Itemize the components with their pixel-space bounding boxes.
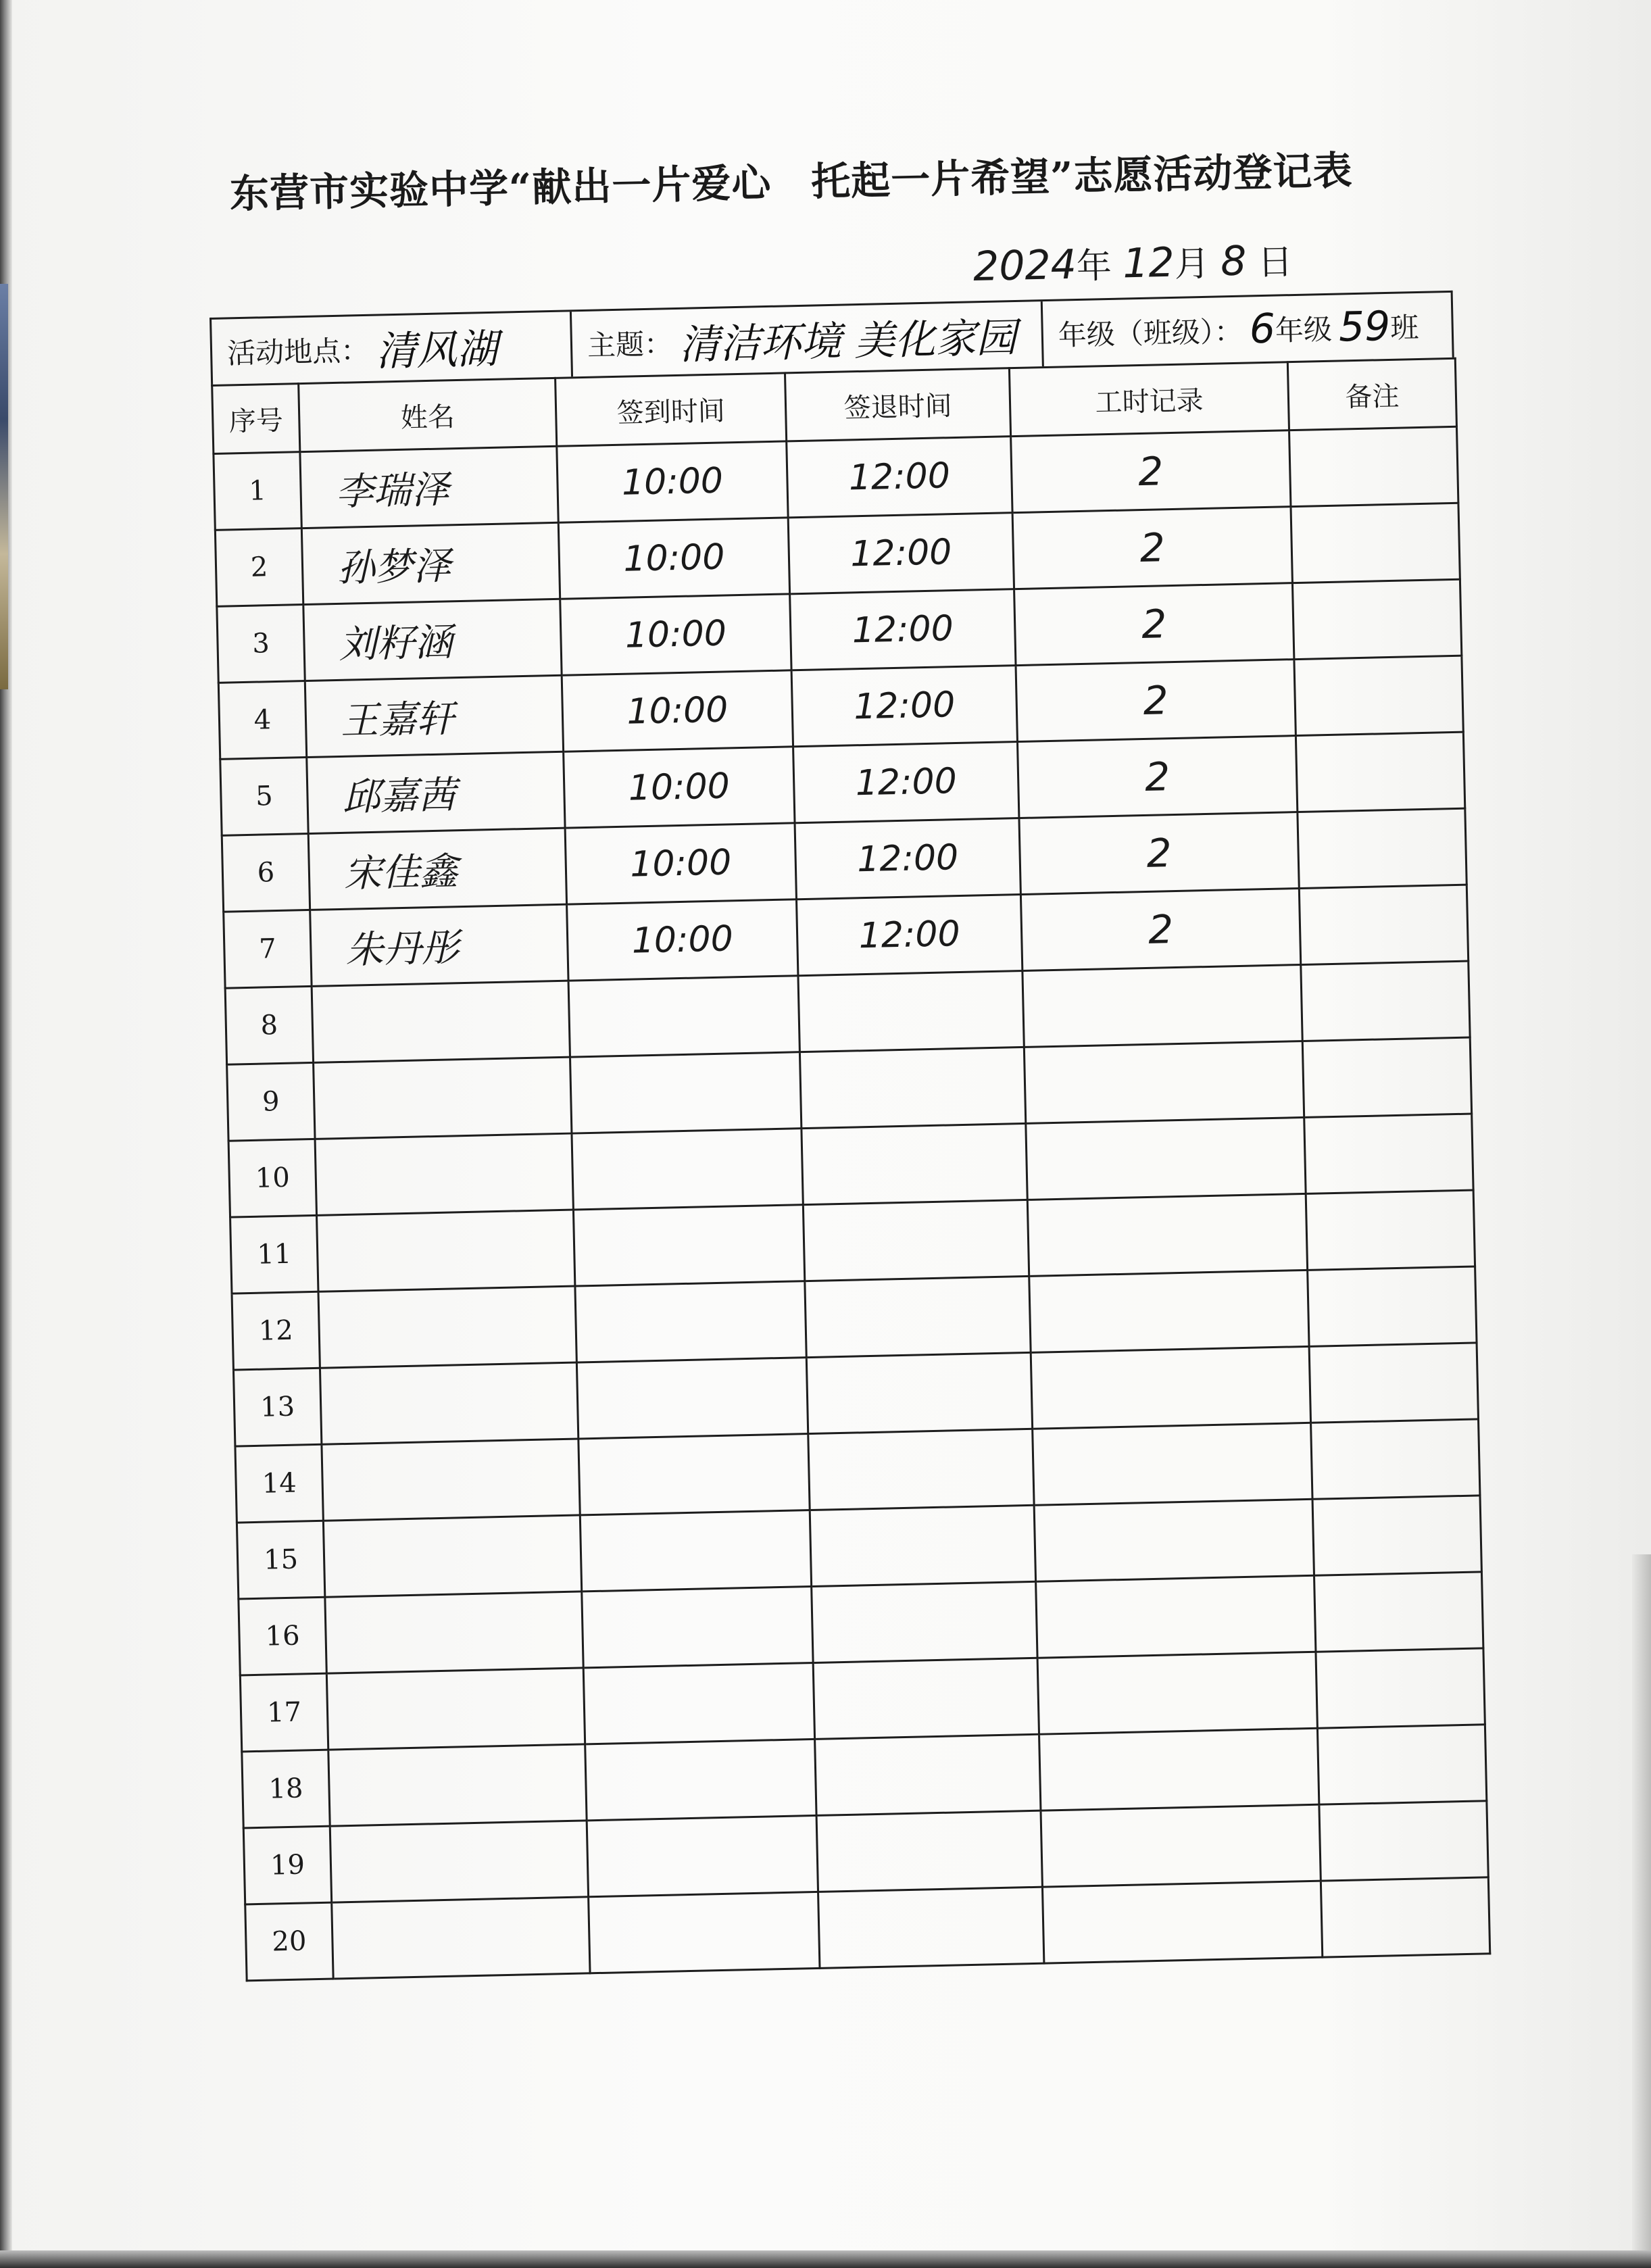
cell-checkin [585,1739,816,1820]
cell-hours: 2 [1019,812,1299,895]
cell-checkout [810,1505,1035,1586]
cell-hours [1022,965,1302,1047]
header-checkout: 签退时间 [785,368,1010,441]
cell-checkout: 12:00 [793,742,1019,823]
cell-note [1308,1266,1477,1346]
cell-name [325,1592,583,1673]
cell-checkin: 10:00 [567,899,798,981]
cell-no: 2 [215,528,303,607]
cell-hours [1033,1423,1312,1505]
cell-note [1299,885,1468,964]
cell-note [1314,1572,1483,1652]
cell-checkout [818,1887,1044,1968]
cell-checkout: 12:00 [791,666,1017,747]
cell-checkout [812,1581,1037,1662]
cell-note [1312,1496,1481,1575]
cell-hours [1042,1881,1322,1963]
cell-hours [1031,1346,1310,1429]
cell-name [330,1821,588,1902]
date-year-suffix: 年 [1076,245,1112,287]
theme-cell [570,301,1042,376]
cell-hours [1027,1193,1307,1276]
cell-name: 朱丹彤 [310,904,568,986]
date-year: 2024 [972,241,1077,291]
cell-checkout: 12:00 [788,513,1014,594]
cell-checkout [802,1123,1027,1204]
cell-hours: 2 [1017,736,1297,818]
cell-hours: 2 [1016,660,1296,742]
cell-no: 7 [224,910,312,988]
cell-checkin [572,1129,803,1210]
header-name: 姓名 [299,378,557,451]
cell-hours [1029,1270,1309,1352]
cell-no: 14 [235,1444,323,1523]
cell-name [332,1897,590,1979]
cell-checkin: 10:00 [557,441,788,522]
cell-checkout: 12:00 [795,818,1020,899]
cell-note [1298,808,1467,888]
cell-checkout [799,1047,1025,1128]
cell-checkin [587,1815,818,1896]
cell-checkin: 10:00 [565,823,796,904]
header-note: 备注 [1287,358,1456,430]
cell-note [1321,1877,1489,1957]
cell-note [1316,1648,1485,1728]
cell-checkin [578,1434,810,1515]
cell-name [323,1515,581,1597]
grade-label: 年级（班级）： [1058,314,1243,352]
cell-name: 李瑞泽 [300,446,558,528]
cell-checkin: 10:00 [564,747,795,828]
cell-no: 9 [227,1062,315,1141]
cell-checkout [803,1200,1029,1281]
grade-cell [1041,293,1452,366]
cell-checkout [813,1658,1039,1739]
cell-checkin [568,976,799,1057]
cell-hours [1041,1804,1321,1887]
cell-checkin [582,1587,813,1668]
cell-no: 4 [218,681,306,760]
cell-checkin [570,1052,801,1133]
cell-no: 8 [225,986,313,1064]
cell-hours [1034,1499,1314,1581]
cell-name [318,1286,576,1368]
cell-name [314,1057,572,1139]
cell-name: 宋佳鑫 [308,828,566,910]
cell-note [1301,961,1470,1041]
cell-no: 1 [214,452,301,531]
cell-note [1319,1801,1488,1881]
class-suffix: 班 [1389,310,1419,345]
date-day: 8 [1220,237,1248,286]
cell-checkin: 10:00 [560,594,791,675]
cell-checkin [573,1205,804,1286]
cell-checkin [575,1281,806,1362]
class-value: 59 [1338,302,1391,351]
location-value: 清风湖 [375,325,498,376]
cell-note [1306,1190,1475,1270]
cell-checkin: 10:00 [562,670,793,751]
cell-no: 18 [242,1750,330,1828]
cell-no: 13 [233,1368,321,1446]
right-scan-edge [1632,1554,1651,2268]
cell-hours: 2 [1014,583,1294,666]
cell-checkout [798,970,1024,1052]
cell-note [1311,1419,1480,1499]
cell-note [1289,426,1458,506]
theme-label: 主题： [587,327,673,362]
cell-checkout [816,1810,1042,1892]
cell-name [326,1668,585,1750]
cell-no: 17 [240,1673,328,1752]
cell-checkin [583,1662,814,1744]
bottom-scan-edge [0,2250,1651,2268]
cell-no: 5 [220,758,308,836]
cell-checkout [815,1734,1041,1815]
cell-checkout: 12:00 [790,589,1016,670]
grade-value: 6 [1248,305,1276,353]
header-no: 序号 [212,384,300,454]
cell-checkout: 12:00 [796,895,1022,976]
cell-name [312,981,570,1062]
cell-checkin [580,1510,811,1592]
cell-hours [1036,1575,1316,1658]
cell-checkout [805,1276,1031,1357]
cell-note [1294,656,1463,735]
cell-no: 20 [245,1902,333,1981]
grade-mid: 年级 [1275,312,1333,347]
cell-name: 孙梦泽 [301,522,560,604]
cell-hours: 2 [1011,430,1291,513]
cell-hours [1039,1728,1319,1810]
cell-hours [1024,1041,1304,1123]
date-day-suffix: 日 [1257,242,1293,284]
left-scan-edge [0,0,12,2268]
cell-name [317,1210,575,1291]
date-month: 12 [1122,239,1175,288]
cell-name: 刘籽涵 [303,599,562,681]
cell-hours [1026,1117,1306,1200]
cell-name [328,1744,587,1826]
cell-no: 10 [228,1139,316,1217]
cell-name [320,1362,578,1444]
cell-name [322,1439,580,1521]
cell-hours: 2 [1020,889,1300,971]
cell-note [1296,732,1464,812]
cell-no: 3 [217,605,305,683]
location-label: 活动地点： [226,333,370,370]
cell-note [1317,1725,1486,1804]
header-checkin: 签到时间 [556,373,787,446]
cell-checkout [808,1429,1034,1510]
theme-value: 清洁环境 美化家园 [679,314,1017,369]
date-month-suffix: 月 [1174,243,1210,285]
location-cell [212,312,571,385]
cell-note [1292,579,1461,659]
form-title: 东营市实验中学“献出一片爱心 托起一片希望”志愿活动登记表 [229,147,1354,217]
cell-note [1304,1114,1473,1193]
form-date [972,233,1293,291]
cell-checkin [589,1892,820,1973]
cell-no: 6 [222,833,310,912]
volunteer-table [211,358,1491,1982]
cell-note [1309,1343,1478,1423]
cell-no: 12 [232,1291,320,1370]
left-edge-shadow [0,284,8,689]
header-hours: 工时记录 [1009,362,1289,437]
cell-name [315,1133,573,1215]
cell-checkin [576,1358,808,1439]
cell-no: 11 [230,1215,318,1293]
cell-no: 19 [243,1826,331,1904]
cell-name: 王嘉轩 [305,675,563,757]
cell-hours: 2 [1012,507,1292,589]
cell-no: 15 [237,1521,324,1599]
registration-sheet [210,291,1489,1982]
cell-note [1291,503,1460,583]
cell-name: 邱嘉茜 [307,751,565,833]
cell-note [1302,1037,1471,1117]
cell-checkin: 10:00 [558,518,789,599]
cell-checkout: 12:00 [787,437,1012,518]
cell-checkout [806,1352,1032,1433]
cell-no: 16 [239,1597,326,1675]
cell-hours [1037,1652,1317,1734]
